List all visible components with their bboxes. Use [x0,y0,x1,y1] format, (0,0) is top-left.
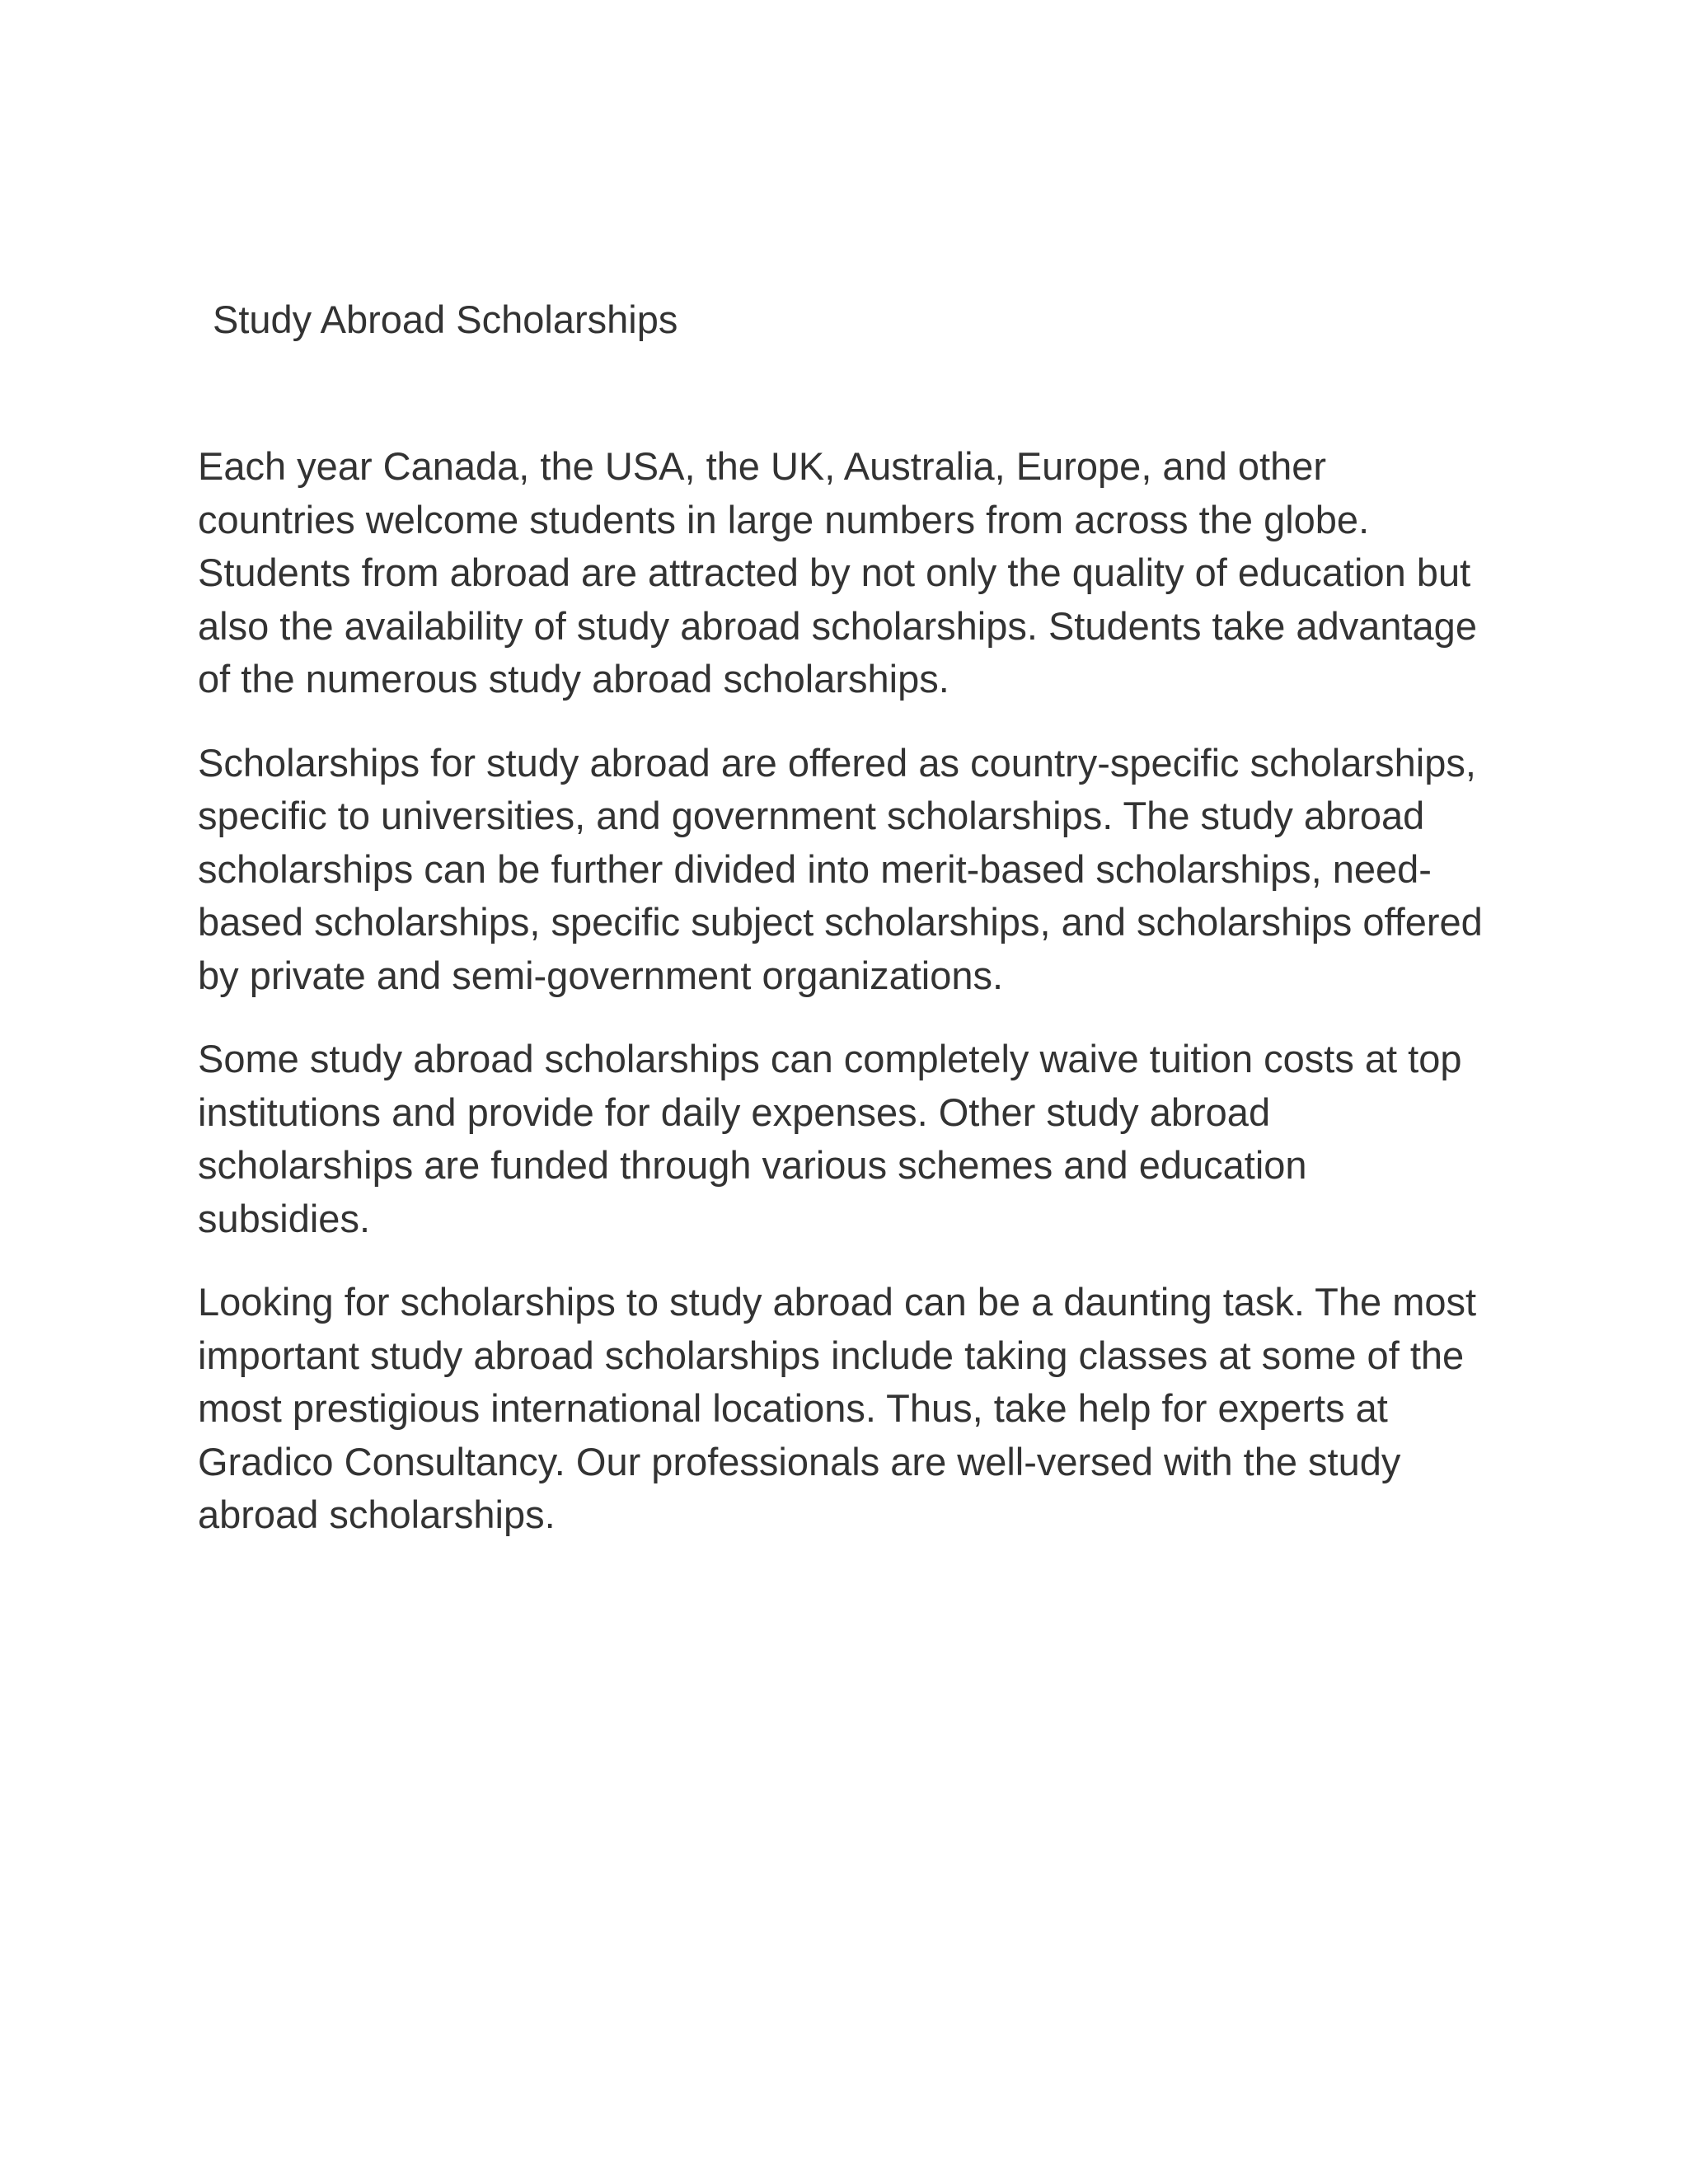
paragraph-consultancy: Looking for scholarships to study abroad can be a daunting task. The most important study abroad scholarships include taking classes at some of the most prestigious international locations. Thus, take help for experts at Gradico Consultancy. Our professionals are well-versed with the study abroad scholarships. [198,1280,1477,1536]
paragraph-intro: Each year Canada, the USA, the UK, Australia, Europe, and other countries welcome students in large numbers from across the globe. Students from abroad are attracted by not only the quality of education but also the availability of study abroad scholarships. Students take advantage of the numerous study abroad scholarships. [198,444,1477,701]
page-title: Study Abroad Scholarships [213,298,678,341]
paragraph-types: Scholarships for study abroad are offered as country-specific scholarships, specific to universities, and government scholarships. The study abroad scholarships can be further divided into merit-based scholarships, need-based scholarships, specific subject scholarships, and scholarships offered by private and semi-government organizations. [198,740,1483,997]
paragraph-funding: Some study abroad scholarships can completely waive tuition costs at top institutions and provide for daily expenses. Other study abroad scholarships are funded through various schemes and education subsidies. [198,1037,1462,1240]
document-body [198,440,1484,1572]
